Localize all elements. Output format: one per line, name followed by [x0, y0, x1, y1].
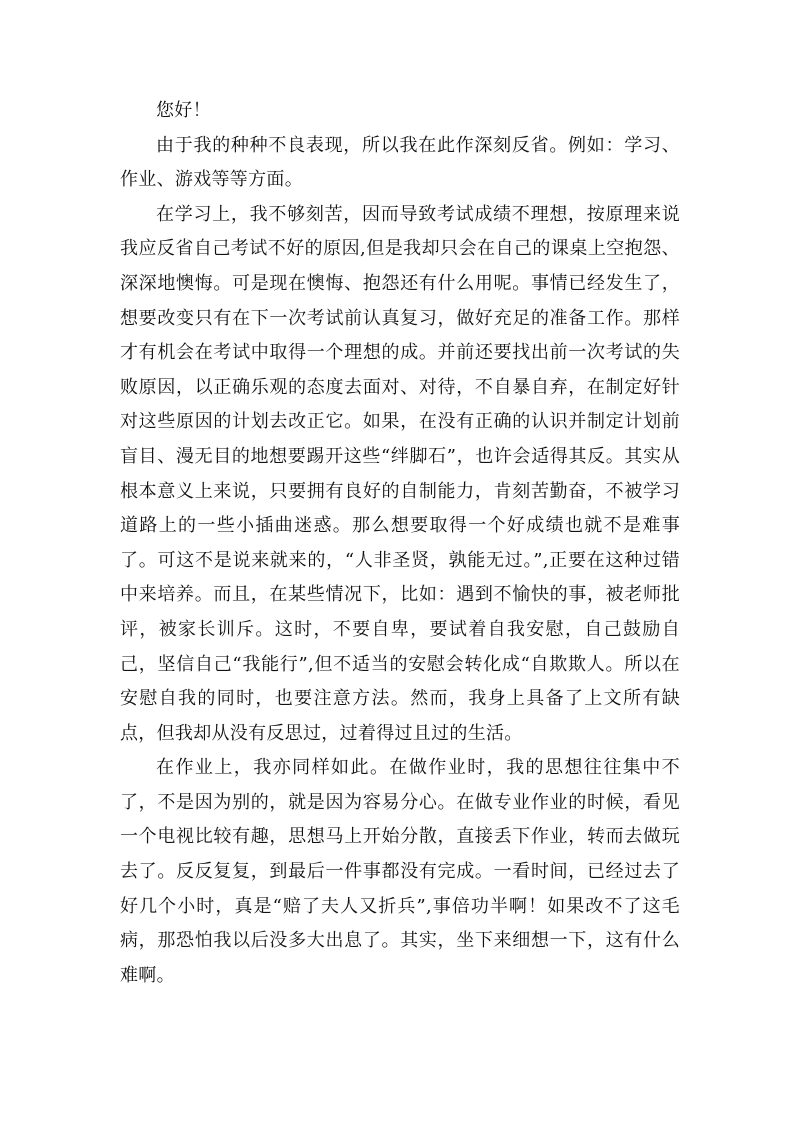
paragraph-intro: 由于我的种种不良表现，所以我在此作深刻反省。例如：学习、作业、游戏等等方面。 [120, 134, 680, 191]
letter-body [120, 94, 680, 993]
paragraph-homework: 在作业上，我亦同样如此。在做作业时，我的思想往往集中不了，不是因为别的，就是因为容易分心。在做专业作业的时候，看见一个电视比较有趣，思想马上开始分散，直接丢下作业，转而去做玩去了。反反复复，到最后一件事都没有完成。一看时间，已经过去了好几个小时，真是“赔了夫人又折兵”,事倍功半啊！如果改不了这毛病，那恐怕我以后没多大出息了。其实，坐下来细想一下，这有什么难啊。 [120, 757, 680, 986]
greeting: 您好！ [156, 100, 211, 121]
paragraph-study: 在学习上，我不够刻苦，因而导致考试成绩不理想，按原理来说我应反省自己考试不好的原因,但是我却只会在自己的课桌上空抱怨、深深地懊悔。可是现在懊悔、抱怨还有什么用呢。事情已经发生了，想要改变只有在下一次考试前认真复习，做好充足的准备工作。那样才有机会在考试中取得一个理想的成。并前还要找出前一次考试的失败原因，以正确乐观的态度去面对、对待，不自暴自弃，在制定好针对这些原因的计划去改正它。如果，在没有正确的认识并制定计划前盲目、漫无目的地想要踢开这些“绊脚石”，也许会适得其反。其实从根本意义上来说，只要拥有良好的自制能力，肯刻苦勤奋，不被学习道路上的一些小插曲迷惑。那么想要取得一个好成绩也就不是难事了。可这不是说来就来的，“人非圣贤，孰能无过。”,正要在这种过错中来培养。而且，在某些情况下，比如：遇到不愉快的事，被老师批评，被家长训斥。这时，不要自卑，要试着自我安慰，自己鼓励自己，坚信自己“我能行”,但不适当的安慰会转化成“自欺欺人。所以在安慰自我的同时，也要注意方法。然而，我身上具备了上文所有缺点，但我却从没有反思过，过着得过且过的生活。 [120, 203, 680, 744]
